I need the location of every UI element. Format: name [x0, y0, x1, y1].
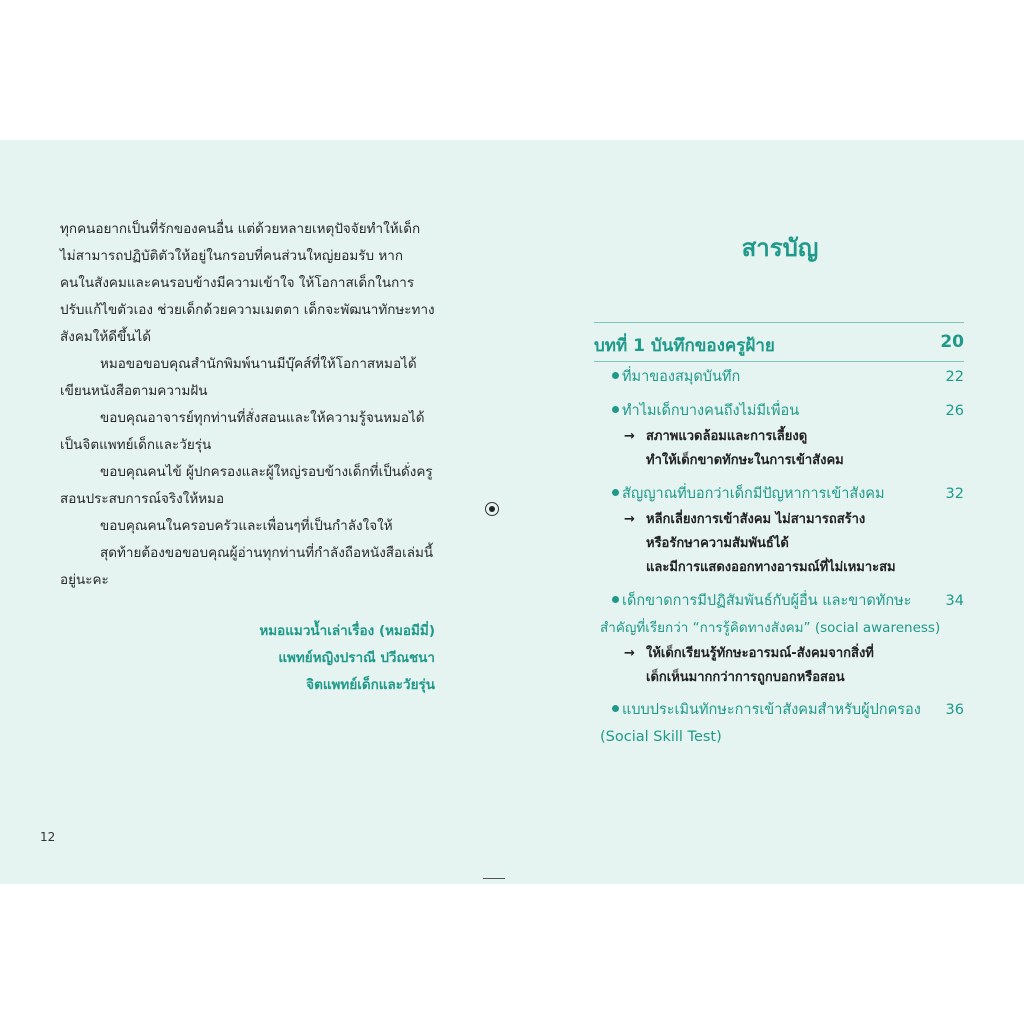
toc-entry[interactable] [600, 697, 964, 751]
toc-rule-top [594, 322, 964, 323]
book-spread [0, 140, 1024, 884]
paragraph: ขอบคุณอาจารย์ทุกท่านที่สั่งสอนและให้ความรู้จนหมอได้เป็นจิตแพทย์เด็กและวัยรุ่น [60, 410, 425, 453]
entry-page: 32 [945, 486, 964, 502]
toc-entry[interactable] [612, 364, 964, 391]
subtopic-line: เด็กเห็นมากกว่าการถูกบอกหรือสอน [646, 670, 845, 685]
subtopic-line: ให้เด็กเรียนรู้ทักษะอารมณ์-สังคมจากสิ่งที่ [646, 646, 874, 661]
bullet-icon [612, 372, 619, 379]
paragraph: ทุกคนอยากเป็นที่รักของคนอื่น แต่ด้วยหลายเหตุปัจจัยทำให้เด็กไม่สามารถปฏิบัติตัวให้อยู่ในกรอบที่คนส่วนใหญ่ยอมรับ หากคนในสังคมและคนรอบข้างมีความเข้าใจ ให้โอกาสเด็กในการปรับแก้ไขตัวเอง ช่วยเด็กด้วยความเมตตา เด็กจะพัฒนาทักษะทางสังคมให้ดีขึ้นได้ [60, 221, 435, 345]
arrow-right-icon: → [624, 646, 635, 661]
author-pen-name: หมอแมวน้ำเล่าเรื่อง (หมอมีมี่) [259, 623, 435, 639]
paragraph: สุดท้ายต้องขอขอบคุณผู้อ่านทุกท่านที่กำลังถือหนังสือเล่มนี้อยู่นะคะ [60, 545, 434, 588]
entry-page: 34 [945, 593, 964, 609]
subtopic-line: หรือรักษาความสัมพันธ์ได้ [646, 536, 789, 551]
entry-page: 26 [945, 403, 964, 419]
subtopic-line: ทำให้เด็กขาดทักษะในการเข้าสังคม [646, 453, 844, 468]
bullet-icon [612, 596, 619, 603]
arrow-right-icon: → [624, 429, 635, 444]
toc-title: สารบัญ [741, 234, 819, 262]
entry-subtopic [624, 642, 964, 690]
entry-title: ทำไมเด็กบางคนถึงไม่มีเพื่อน [622, 403, 800, 419]
bullet-icon [612, 705, 619, 712]
author-name: แพทย์หญิงปราณี ปวีณชนา [278, 650, 435, 666]
subtopic-line: สภาพแวดล้อมและการเลี้ยงดู [646, 429, 808, 444]
chapter-page: 20 [940, 332, 964, 352]
entry-title: สัญญาณที่บอกว่าเด็กมีปัญหาการเข้าสังคม [622, 486, 885, 502]
entry-subtopic [624, 425, 964, 473]
paragraph: ขอบคุณคนไข้ ผู้ปกครองและผู้ใหญ่รอบข้างเด็กที่เป็นดั่งครูสอนประสบการณ์จริงให้หมอ [60, 464, 433, 507]
chapter-label: บทที่ 1 บันทึกของครูฝ้าย [594, 336, 775, 356]
registration-mark-icon [485, 502, 499, 516]
paragraph: ขอบคุณคนในครอบครัวและเพื่อนๆที่เป็นกำลังใจให้ [100, 518, 393, 534]
entry-page: 36 [945, 702, 964, 718]
left-page [60, 216, 435, 699]
subtopic-line: หลีกเลี่ยงการเข้าสังคม ไม่สามารถสร้าง [646, 512, 866, 527]
toc-chapter[interactable] [594, 332, 964, 359]
entry-title: แบบประเมินทักษะการเข้าสังคมสำหรับผู้ปกครอง [622, 702, 921, 718]
arrow-right-icon: → [624, 512, 635, 527]
page-number: 12 [40, 830, 56, 844]
entry-title: เด็กขาดการมีปฏิสัมพันธ์กับผู้อื่น และขาดทักษะ [622, 593, 912, 609]
toc-rule-bottom [594, 361, 964, 362]
subtopic-line: และมีการแสดงออกทางอารมณ์ที่ไม่เหมาะสม [646, 560, 896, 575]
paragraph: หมอขอขอบคุณสำนักพิมพ์นานมีบุ๊คส์ที่ให้โอกาสหมอได้เขียนหนังสือตามความฝัน [60, 356, 417, 399]
entry-page: 22 [945, 369, 964, 385]
entry-subtopic [624, 508, 964, 580]
entry-title: ที่มาของสมุดบันทึก [622, 369, 741, 385]
bullet-icon [612, 489, 619, 496]
entry-title-cont: (Social Skill Test) [600, 729, 722, 745]
toc-entry[interactable] [612, 398, 964, 473]
author-title: จิตแพทย์เด็กและวัยรุ่น [306, 677, 435, 693]
gutter-tick [483, 878, 505, 879]
author-signature [60, 618, 435, 699]
toc-entry[interactable] [612, 481, 964, 580]
toc-entry[interactable] [600, 588, 964, 690]
preface-text [60, 216, 435, 594]
entry-title-cont: สำคัญที่เรียกว่า “การรู้คิดทางสังคม” (social awareness) [600, 620, 941, 636]
bullet-icon [612, 406, 619, 413]
